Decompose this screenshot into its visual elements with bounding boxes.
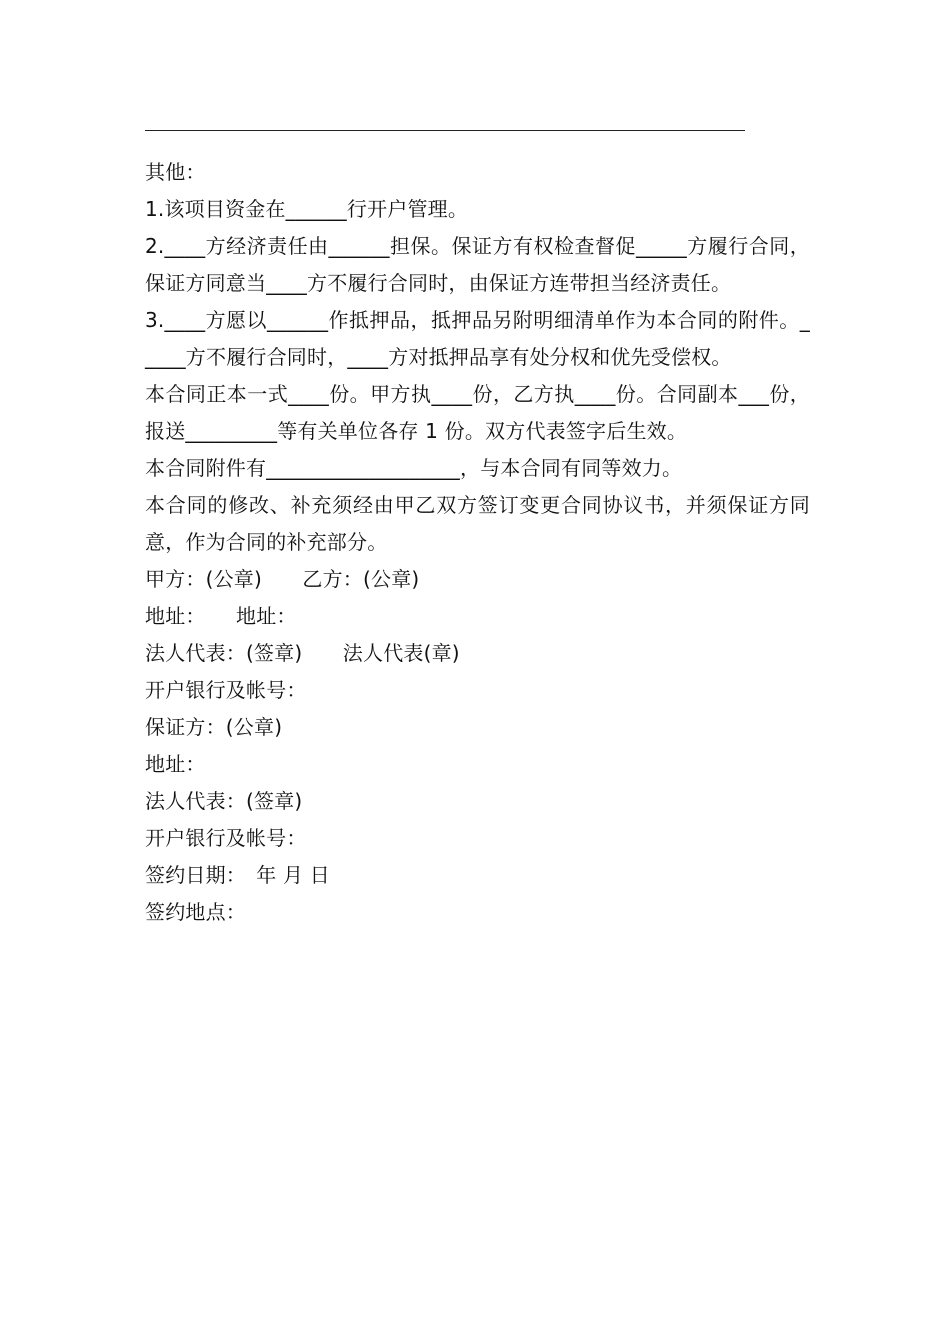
signature-party-a-b-seal: 甲方：(公章) 乙方：(公章)	[145, 567, 420, 591]
signing-place: 签约地点：	[145, 900, 246, 924]
top-rule-line	[145, 130, 745, 131]
clause-amendments: 本合同的修改、补充须经由甲乙双方签订变更合同协议书，并须保证方同意，作为合同的补充部分。	[145, 493, 810, 554]
signature-legal-representatives: 法人代表：(签章) 法人代表(章)	[145, 641, 460, 665]
clause-2-guarantee: 2.____方经济责任由______担保。保证方有权检查督促_____方履行合同，保证方同意当____方不履行合同时，由保证方连带担当经济责任。	[145, 234, 810, 295]
signature-guarantor-bank-account: 开户银行及帐号：	[145, 826, 307, 850]
clause-attachments: 本合同附件有___________________，与本合同有同等效力。	[145, 456, 683, 480]
signature-guarantor-address: 地址：	[145, 752, 206, 776]
signature-party-addresses: 地址： 地址：	[145, 604, 297, 628]
clause-1-bank-account: 1.该项目资金在______行开户管理。	[145, 197, 469, 221]
section-heading-other: 其他：	[145, 160, 206, 184]
clause-3-collateral: 3.____方愿以______作抵押品，抵押品另附明细清单作为本合同的附件。_____方不履行合同时，____方对抵押品享有处分权和优先受偿权。	[145, 308, 810, 369]
signature-guarantor-representative: 法人代表：(签章)	[145, 789, 303, 813]
contract-body	[145, 154, 810, 931]
clause-copies: 本合同正本一式____份。甲方执____份，乙方执____份。合同副本___份，报送_________等有关单位各存 1 份。双方代表签字后生效。	[145, 382, 810, 443]
signature-guarantor-seal: 保证方：(公章)	[145, 715, 283, 739]
signature-bank-account: 开户银行及帐号：	[145, 678, 307, 702]
signing-date: 签约日期： 年 月 日	[145, 863, 330, 887]
